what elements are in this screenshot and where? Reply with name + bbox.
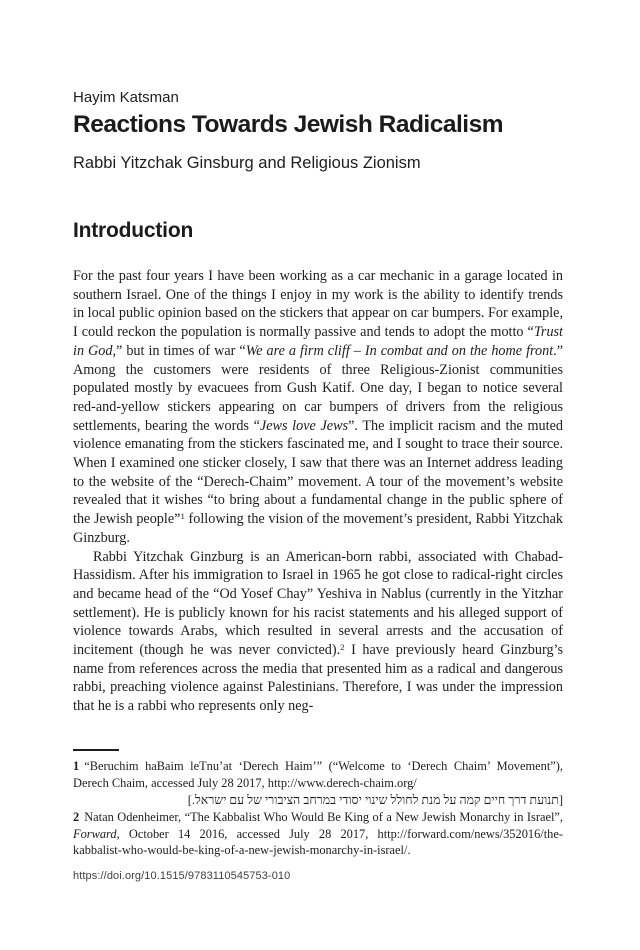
footnote-number: 1 — [73, 758, 80, 773]
footnote-hebrew-text: [תנועת דרך חיים קמה על מנת לחולל שינוי יסודי במרחב הציבורי של עם ישראל.] — [187, 792, 563, 807]
footnote-item — [73, 809, 563, 860]
footnotes — [73, 758, 563, 859]
footnote-text — [73, 758, 563, 792]
text-run: ,” but in times of war “ — [112, 342, 246, 359]
text-run: .” Among the customers were residents of three Religious-Zionist communities populated mostly by evacuees from Gush Katif. One day, I began to notice several red-and-yellow stickers appearing on car bumpers of drivers from the religious settlements, bearing the words “ — [73, 342, 563, 434]
text-run: ”. The implicit racism and the muted violence emanating from the stickers fascinated me, and I sought to trace their source. When I examined one sticker closely, I saw that there was an Internet address leading to the website of the “Derech-Chaim” movement. A tour of the movement’s website revealed that it wishes “to bring about a fundamental change in the public sphere of the Jewish people” — [73, 417, 563, 528]
chapter-subtitle: Rabbi Yitzchak Ginsburg and Religious Zionism — [73, 154, 421, 172]
text-run: I have previously heard Ginzburg’s name from references across the media that presented him as a radical and dangerous rabbi, preaching violence against Palestinians. Therefore, I was under the impression that he is a rabbi who represents only neg- — [73, 642, 563, 715]
text-run: Forward — [73, 826, 117, 841]
chapter-header — [73, 88, 563, 174]
body-paragraphs — [73, 267, 563, 716]
chapter-body — [73, 218, 563, 716]
text-run: , October 14 2016, accessed July 28 2017, — [116, 826, 378, 841]
doi-link[interactable]: https://doi.org/10.1515/9783110545753-010 — [73, 870, 291, 883]
text-run: We are a firm cliff – In combat and on the home front — [245, 342, 554, 359]
text-run: For the past four years I have been working as a car mechanic in a garage located in southern Israel. One of the things I enjoy in my work is the ability to identify trends in local public opinion based on the stickers that appear on car bumpers. For example, I could reckon the population is normally passive and tends to adopt the motto “ — [73, 268, 563, 341]
footnote-marker: 1 — [180, 511, 185, 522]
footnote-divider — [73, 749, 119, 751]
footnote-marker: 2 — [340, 642, 345, 653]
body-paragraph — [73, 548, 563, 716]
text-run: Jews love Jews — [259, 417, 349, 434]
text-run: Rabbi Yitzchak Ginzburg is an American-born rabbi, associated with Chabad-Hassidism. After his immigration to Israel in 1965 he got close to radical-right circles and became head of the “Od Yosef Chay” Yeshiva in Nablus (currently in the Yitzhar settlement). He is publicly known for his racist statements and his alleged support of violence towards Arabs, which resulted in several arrests and the accusation of incitement (though he was never convicted). — [73, 548, 563, 659]
text-run: following the vision of the movement’s president, Rabbi Yitzchak Ginzburg. — [73, 511, 563, 546]
author-name: Hayim Katsman — [73, 89, 179, 106]
footnote-number: 2 — [73, 809, 80, 824]
page-title: Reactions Towards Jewish Radicalism — [73, 111, 504, 138]
footnote2-url[interactable]: http://forward.com/news/352016/the-kabbalist-who-would-be-king-of-a-new-jewish-monarchy-in-israel/ — [73, 826, 563, 858]
text-run: . — [407, 843, 411, 858]
footnote-text — [73, 809, 563, 860]
footnote-item — [73, 758, 563, 809]
text-run: Trust in God — [73, 324, 563, 359]
footnote1-url[interactable]: http://www.derech-chaim.org/ — [267, 775, 417, 790]
text-run: “Beruchim haBaim leTnu’at ‘Derech Haim’” (“Welcome to ‘Derech Chaim’ Movement”), Derech Chaim, accessed July 28 2017, — [73, 758, 563, 790]
page-footer — [73, 749, 563, 883]
section-heading-introduction: Introduction — [73, 219, 194, 242]
body-paragraph — [73, 267, 563, 548]
text-run: Natan Odenheimer, “The Kabbalist Who Would Be King of a New Jewish Monarchy in Israel”, — [84, 809, 563, 824]
